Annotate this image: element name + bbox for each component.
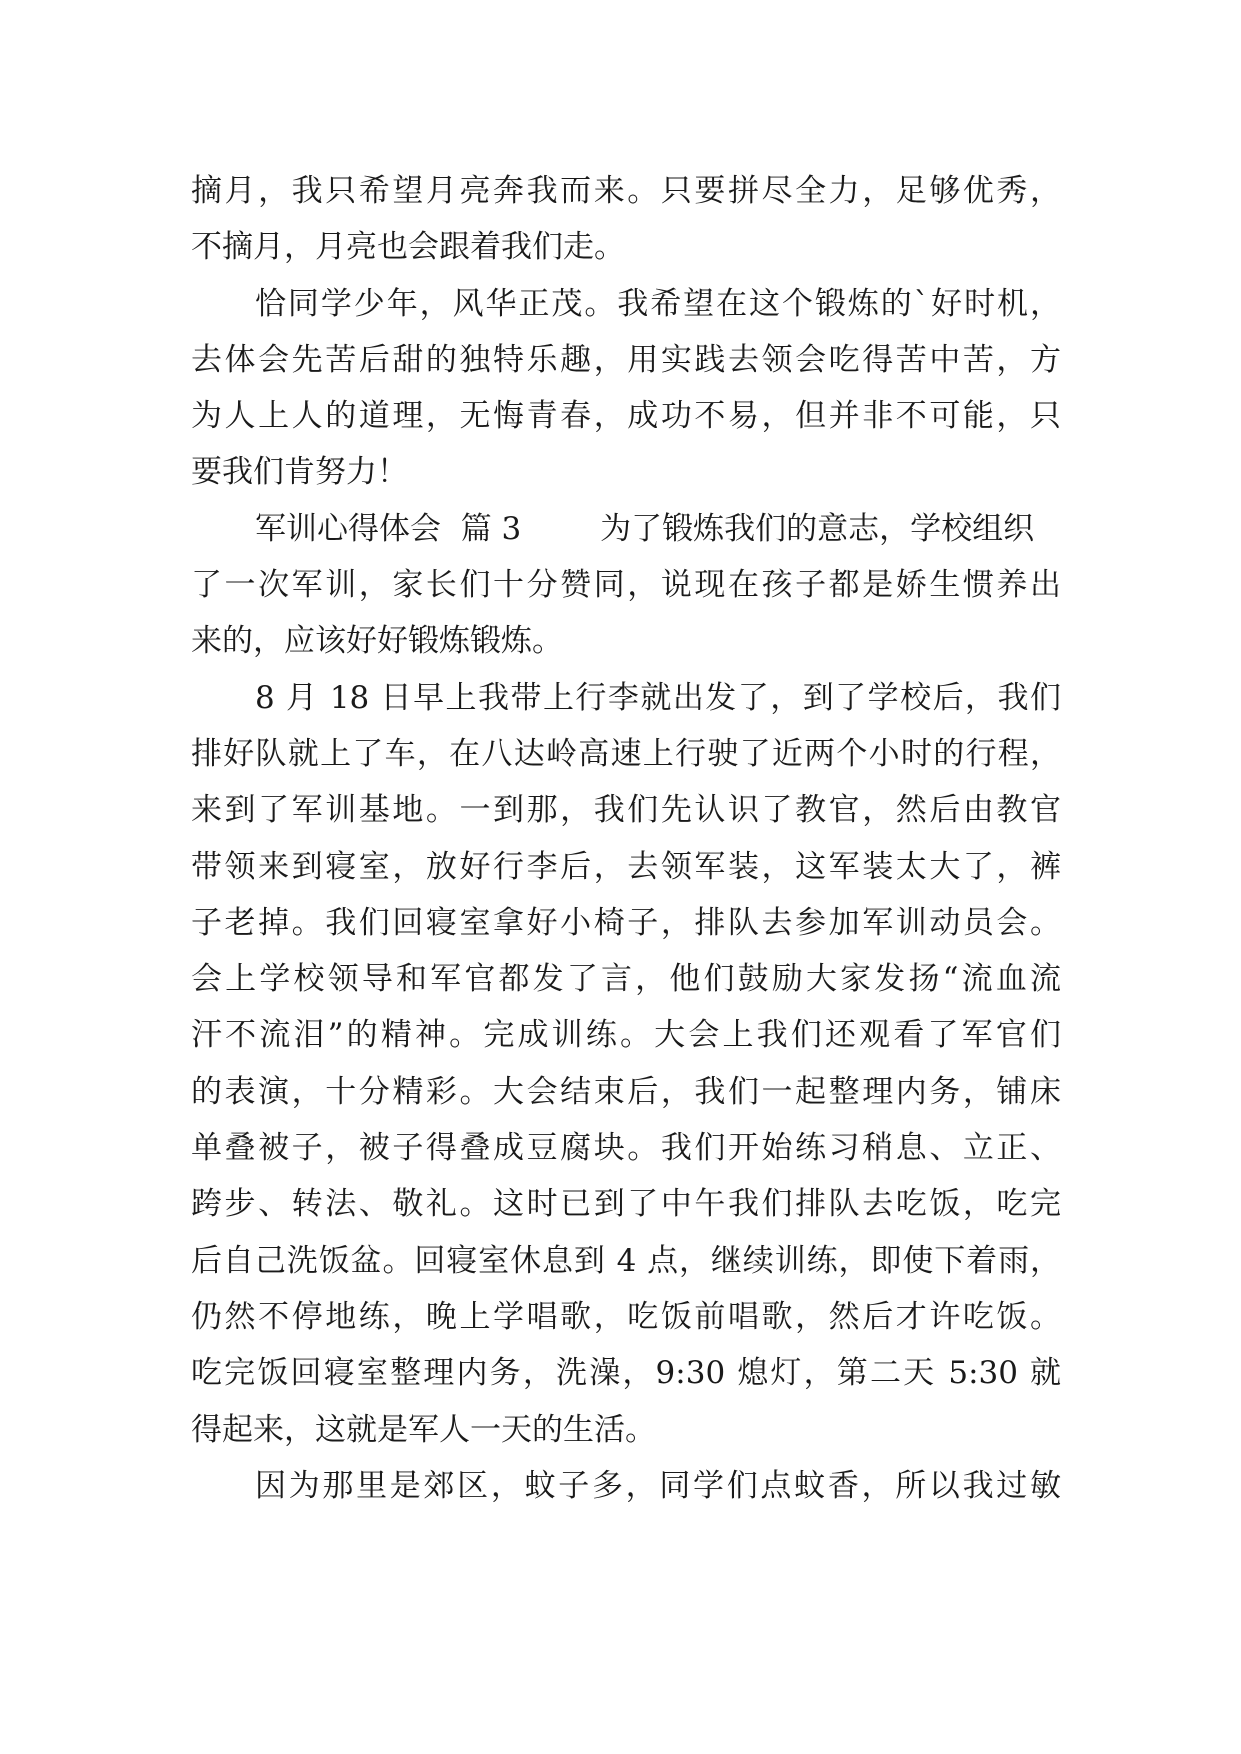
text-line: 排好队就上了车，在八达岭高速上行驶了近两个小时的行程， bbox=[191, 735, 1061, 772]
text-line: 带领来到寝室，放好行李后，去领军装，这军装太大了，裤 bbox=[191, 848, 1061, 885]
text-line: 要我们肯努力！ bbox=[191, 454, 408, 491]
text-line: 汗不流泪”的精神。完成训练。大会上我们还观看了军官们 bbox=[191, 1017, 1061, 1054]
text-line: 后自己洗饭盆。回寝室休息到 4 点，继续训练，即使下着雨， bbox=[191, 1242, 1061, 1279]
text-line: 跨步、转法、敬礼。这时已到了中午我们排队去吃饭，吃完 bbox=[191, 1186, 1061, 1223]
paragraph-first-line: 8 月 18 日早上我带上行李就出发了，到了学校后，我们 bbox=[255, 679, 1061, 716]
paragraph-first-line: 恰同学少年，风华正茂。我希望在这个锻炼的`好时机， bbox=[255, 285, 1061, 322]
text-line: 单叠被子，被子得叠成豆腐块。我们开始练习稍息、立正、 bbox=[191, 1130, 1061, 1167]
text-line: 吃完饭回寝室整理内务，洗澡，9:30 熄灯，第二天 5:30 就 bbox=[191, 1355, 1061, 1392]
section-heading-line: 军训心得体会 篇 3 为了锻炼我们的意志，学校组织 bbox=[255, 510, 1035, 547]
paragraph-first-line: 因为那里是郊区，蚊子多，同学们点蚊香，所以我过敏 bbox=[255, 1467, 1061, 1504]
text-line: 来到了军训基地。一到那，我们先认识了教官，然后由教官 bbox=[191, 792, 1061, 829]
text-line: 仍然不停地练，晚上学唱歌，吃饭前唱歌，然后才许吃饭。 bbox=[191, 1298, 1061, 1335]
text-line: 为人上人的道理，无悔青春，成功不易，但并非不可能，只 bbox=[191, 398, 1061, 435]
text-line: 的表演，十分精彩。大会结束后，我们一起整理内务，铺床 bbox=[191, 1073, 1061, 1110]
text-line: 会上学校领导和军官都发了言，他们鼓励大家发扬“流血流 bbox=[191, 961, 1061, 998]
text-line: 去体会先苦后甜的独特乐趣，用实践去领会吃得苦中苦，方 bbox=[191, 341, 1061, 378]
text-line: 子老掉。我们回寝室拿好小椅子，排队去参加军训动员会。 bbox=[191, 904, 1061, 941]
text-line: 得起来，这就是军人一天的生活。 bbox=[191, 1411, 656, 1448]
text-line: 来的，应该好好锻炼锻炼。 bbox=[191, 623, 563, 660]
text-line: 了一次军训，家长们十分赞同，说现在孩子都是娇生惯养出 bbox=[191, 567, 1061, 604]
document-body bbox=[191, 163, 1061, 1514]
text-line: 不摘月，月亮也会跟着我们走。 bbox=[191, 229, 625, 266]
text-line: 摘月，我只希望月亮奔我而来。只要拼尽全力，足够优秀， bbox=[191, 173, 1061, 209]
